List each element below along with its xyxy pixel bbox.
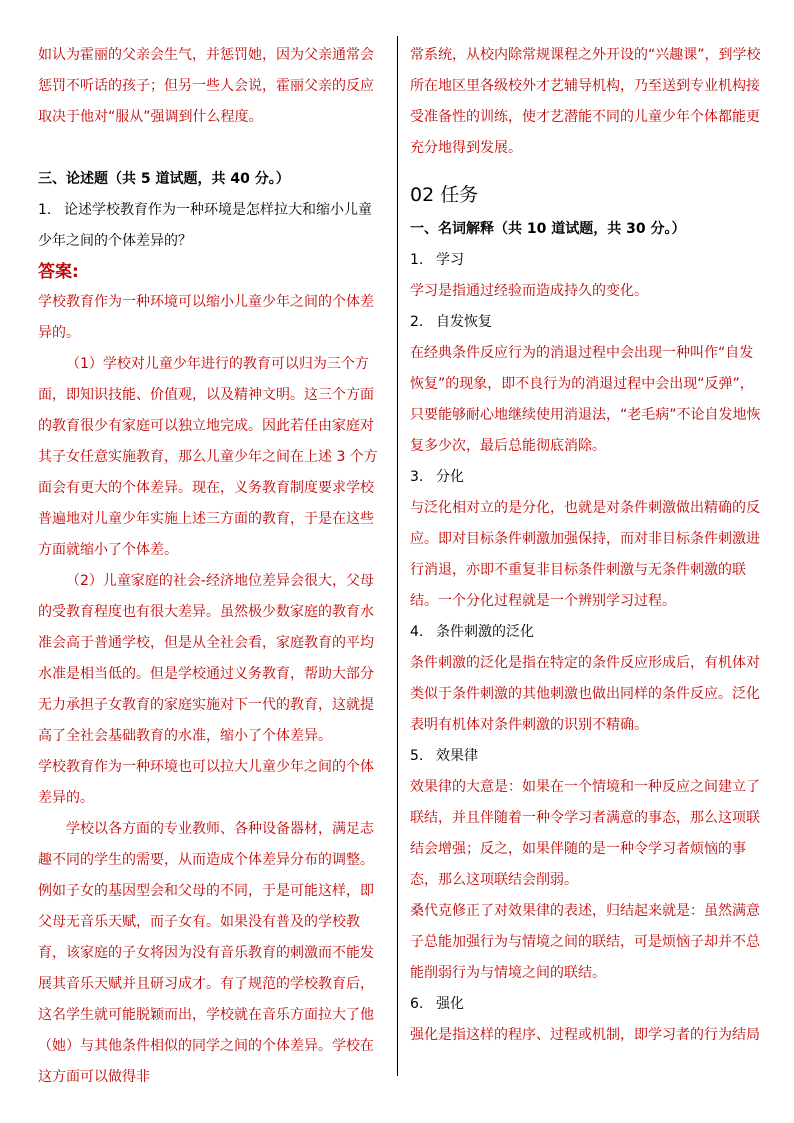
- term-number: 4.: [410, 624, 424, 640]
- term-name: 效果律: [436, 748, 478, 764]
- term-definition: 强化是指这样的程序、过程或机制，即学习者的行为结局: [410, 1027, 760, 1043]
- term-name: 学习: [436, 252, 464, 268]
- left-column: [38, 40, 383, 1093]
- answer-paragraph-5: 学校以各方面的专业教师、各种设备器材，满足志趣不同的学生的需要，从而造成个体差异分布的调整。例如子女的基因型会和父母的不同，于是可能这样，即父母无音乐天赋，而子女有。如果没有普及的学校教育，该家庭的子女将因为没有音乐教育的刺激而不能发展其音乐天赋并且研习成才。有了规范的学校教育后，这名学生就可能脱颖而出，学校就在音乐方面拉大了他（她）与其他条件相似的同学之间的个体差异。学校在这方面可以做得非: [38, 821, 374, 1085]
- answer-paragraph-3: （2）儿童家庭的社会-经济地位差异会很大，父母的受教育程度也有很大差异。虽然极少数家庭的教育水准会高于普通学校，但是从全社会看，家庭教育的平均水准是相当低的。但是学校通过义务教育，帮助大部分无力承担子女教育的家庭实施对下一代的教育，这就提高了全社会基础教育的水准，缩小了个体差异。: [38, 573, 374, 744]
- intro-text: 如认为霍丽的父亲会生气，并惩罚她，因为父亲通常会惩罚不听话的孩子；但另一些人会说，霍丽父亲的反应取决于他对“服从”强调到什么程度。: [38, 47, 374, 125]
- term-number: 3.: [410, 469, 424, 485]
- answer-paragraph-2: （1）学校对儿童少年进行的教育可以归为三个方面，即知识技能、价值观，以及精神文明。这三个方面的教育很少有家庭可以独立地完成。因此若任由家庭对其子女任意实施教育，那么儿童少年之间在上述 3 个方面会有更大的个体差异。现在，义务教育制度要求学校普遍地对儿童少年实施上述三方面的教育，于是在这些方面就缩小了个体差。: [38, 356, 378, 558]
- term-item: [410, 989, 762, 1020]
- term-name: 条件刺激的泛化: [436, 624, 534, 640]
- term-definition: 与泛化相对立的是分化，也就是对条件刺激做出精确的反应。即对目标条件刺激加强保持，而对非目标条件刺激进行消退，亦即不重复非目标条件刺激与无条件刺激的联结。一个分化过程就是一个辨别学习过程。: [410, 500, 760, 609]
- answer-label: 答案:: [38, 262, 79, 282]
- question-1: [38, 195, 383, 257]
- term-name: 分化: [436, 469, 464, 485]
- term-item: [410, 617, 762, 648]
- term-number: 6.: [410, 996, 424, 1012]
- term-name: 自发恢复: [436, 314, 492, 330]
- column-divider: [397, 36, 398, 1076]
- term-item: [410, 462, 762, 493]
- term-definition: 效果律的大意是：如果在一个情境和一种反应之间建立了联结，并且伴随着一种令学习者满意的事态，那么这项联结会增强；反之，如果伴随的是一种令学习者烦恼的事态，那么这项联结会削弱。: [410, 779, 760, 888]
- question-text: 论述学校教育作为一种环境是怎样拉大和缩小儿童少年之间的个体差异的？: [38, 202, 372, 249]
- term-number: 5.: [410, 748, 424, 764]
- answer-paragraph-1: 学校教育作为一种环境可以缩小儿童少年之间的个体差异的。: [38, 294, 374, 341]
- term-definition: 条件刺激的泛化是指在特定的条件反应形成后，有机体对类似于条件刺激的其他刺激也做出同样的条件反应。泛化表明有机体对条件刺激的识别不精确。: [410, 655, 760, 733]
- section1-heading: 一、名词解释（共 10 道试题，共 30 分。）: [410, 221, 686, 237]
- task-title: 02 任务: [410, 184, 479, 206]
- term-name: 强化: [436, 996, 464, 1012]
- term-definition-extra: 桑代克修正了对效果律的表述，归结起来就是：虽然满意子总能加强行为与情境之间的联结，可是烦恼子却并不总能削弱行为与情境之间的联结。: [410, 903, 760, 981]
- continued-text: 常系统，从校内除常规课程之外开设的“兴趣课”，到学校所在地区里各级校外才艺辅导机构，乃至送到专业机构接受准备性的训练，使才艺潜能不同的儿童少年个体都能更充分地得到发展。: [410, 47, 761, 156]
- term-item: [410, 307, 762, 338]
- section3-heading: 三、论述题（共 5 道试题，共 40 分。）: [38, 171, 290, 187]
- term-definition: 学习是指通过经验而造成持久的变化。: [410, 283, 648, 299]
- term-item: [410, 245, 762, 276]
- term-item: [410, 741, 762, 772]
- right-column: [410, 40, 762, 1051]
- answer-paragraph-4: 学校教育作为一种环境也可以拉大儿童少年之间的个体差异的。: [38, 759, 374, 806]
- term-definition: 在经典条件反应行为的消退过程中会出现一种叫作“自发恢复”的现象，即不良行为的消退过程中会出现“反弹”，只要能够耐心地继续使用消退法，“老毛病”不论自发地恢复多少次，最后总能彻底消除。: [410, 345, 761, 454]
- term-number: 2.: [410, 314, 424, 330]
- term-number: 1.: [410, 252, 424, 268]
- question-number: 1.: [38, 202, 52, 218]
